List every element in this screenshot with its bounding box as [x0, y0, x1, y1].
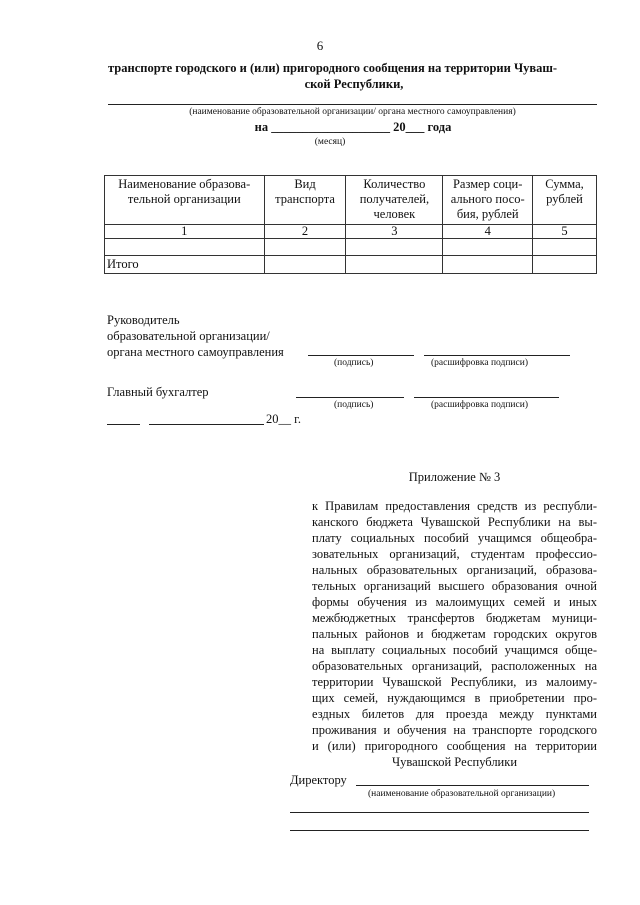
header-text: Наименование образова- — [118, 177, 251, 191]
appendix-line: территории Чувашской Республики, из малоиму- — [312, 675, 597, 689]
form-heading — [108, 60, 600, 92]
appendix-line: формы обучения из малоимущих семей и иных — [312, 595, 597, 609]
appendix-line: ездных билетов для проезда между пунктами — [312, 707, 597, 721]
appendix-text — [312, 498, 597, 770]
table-cell — [533, 256, 597, 274]
header-text: получателей, — [359, 192, 430, 206]
appendix-line: зовательных организаций, студентам профессио- — [312, 547, 597, 561]
appendix-line: щих семей, нуждающимся в приобретении про- — [312, 691, 597, 705]
total-row — [105, 256, 597, 274]
appendix-line: плату социальных пособий учащимся общеобра- — [312, 531, 597, 545]
header-text: человек — [373, 207, 416, 221]
period-year-prefix: 20 — [393, 120, 406, 134]
column-number-row — [105, 225, 597, 239]
header-text: Сумма, — [545, 177, 584, 191]
head-title-line: образовательной организации/ — [107, 329, 270, 343]
accountant-decode-caption: (расшифровка подписи) — [431, 400, 528, 410]
header-text: рублей — [546, 192, 583, 206]
director-org-line — [356, 785, 589, 786]
accountant-decode-line — [414, 397, 559, 398]
header-cell-org — [105, 176, 265, 225]
appendix-line: на выплату социальных пособий учащимся обще- — [312, 643, 597, 657]
appendix-title: Приложение № 3 — [408, 470, 501, 484]
month-caption: (месяц) — [314, 137, 346, 147]
period-month-blank: ___________________ — [271, 120, 390, 134]
form-heading-line-2: ской Республики, — [304, 77, 404, 91]
head-title-line: Руководитель — [107, 313, 180, 327]
header-cell-recipients — [346, 176, 443, 225]
table-cell — [105, 239, 265, 256]
head-title-line: органа местного самоуправления — [107, 345, 284, 359]
header-text: Размер соци- — [452, 177, 523, 191]
appendix-line: и (или) пригородного сообщения на территории — [312, 739, 597, 753]
appendix-line: межбюджетных трансфертов бюджетам муници- — [312, 611, 597, 625]
org-name-caption: (наименование образовательной организации/ органа местного самоуправления) — [189, 107, 516, 117]
total-label: Итого — [105, 256, 265, 274]
appendix-line: тельных организаций высшего образования очной — [312, 579, 597, 593]
head-decode-line — [424, 355, 570, 356]
table-header-row — [105, 176, 597, 225]
header-text: тельной организации — [127, 192, 241, 206]
appendix-last-line: Чувашской Республики — [391, 755, 518, 769]
header-text: транспорта — [275, 192, 335, 206]
header-text: Вид — [294, 177, 316, 191]
period-prefix: на — [254, 120, 269, 134]
accountant-signature-line — [296, 397, 404, 398]
date-year: 20__ г. — [266, 412, 301, 426]
page-number: 6 — [316, 38, 324, 53]
appendix-line: канского бюджета Чувашской Республики на вы- — [312, 515, 597, 529]
appendix-line: к Правилам предоставления средств из республи- — [312, 499, 597, 513]
director-blank-line-2 — [290, 830, 589, 831]
appendix-line: проживания и обучения на транспорте городского — [312, 723, 597, 737]
table-cell — [533, 239, 597, 256]
table-row — [105, 239, 597, 256]
table-cell — [346, 239, 443, 256]
accountant-signature-caption: (подпись) — [334, 400, 374, 410]
head-signature-caption: (подпись) — [334, 358, 374, 368]
date-month-line — [149, 424, 264, 425]
column-number: 5 — [533, 225, 597, 239]
header-text: бия, рублей — [456, 207, 519, 221]
form-heading-line-1: транспорте городского и (или) пригородного сообщения на территории Чуваш- — [108, 61, 558, 75]
column-number: 4 — [443, 225, 533, 239]
date-day-line — [107, 424, 140, 425]
report-table — [104, 175, 597, 274]
director-blank-line-1 — [290, 812, 589, 813]
director-label: Директору — [290, 773, 347, 787]
header-text: Количество — [363, 177, 426, 191]
director-org-caption: (наименование образовательной организации) — [368, 789, 556, 799]
table-cell — [264, 239, 346, 256]
appendix-line: нальных образовательных организаций, образова- — [312, 563, 597, 577]
head-decode-caption: (расшифровка подписи) — [431, 358, 528, 368]
header-text: ального посо- — [450, 192, 525, 206]
accountant-title: Главный бухгалтер — [107, 385, 209, 399]
header-cell-benefit — [443, 176, 533, 225]
period-line — [0, 120, 640, 135]
appendix-line: образовательных организаций, расположенных на — [312, 659, 597, 673]
table-cell — [443, 256, 533, 274]
header-cell-transport — [264, 176, 346, 225]
appendix-line: пальных районов и бюджетам городских округов — [312, 627, 597, 641]
header-cell-sum — [533, 176, 597, 225]
table-cell — [264, 256, 346, 274]
column-number: 2 — [264, 225, 346, 239]
period-suffix: года — [427, 120, 452, 134]
column-number: 3 — [346, 225, 443, 239]
column-number: 1 — [105, 225, 265, 239]
period-year-blank: ___ — [405, 120, 425, 134]
head-title — [107, 312, 284, 360]
head-signature-line — [308, 355, 414, 356]
table-cell — [443, 239, 533, 256]
org-name-line — [108, 104, 597, 105]
table-cell — [346, 256, 443, 274]
